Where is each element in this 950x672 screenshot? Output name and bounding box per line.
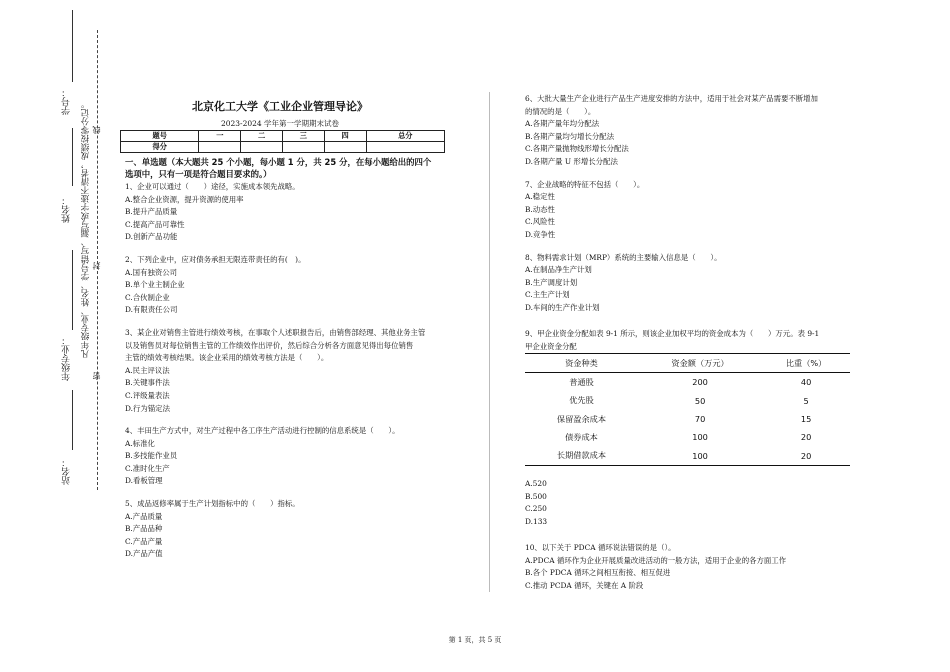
question-9-options (525, 478, 547, 528)
capital-table-row (525, 410, 850, 428)
question-stem: 主管的绩效考核结果。该企业采用的绩效考核方法是（ ）。 (125, 353, 329, 363)
class-label: 年级专业： (62, 336, 72, 381)
answer-option[interactable]: D.车间的生产作业计划 (525, 302, 600, 312)
capital-table-body (525, 373, 850, 465)
question-6 (525, 93, 818, 169)
question-stem: 5、成品返修率属于生产计划指标中的（ ）指标。 (125, 499, 300, 509)
binding-dashed-line (97, 30, 98, 490)
exam-title: 北京化工大学《工业企业管理导论》 (192, 100, 368, 113)
capital-table-cell: 债券成本 (565, 431, 598, 442)
answer-option[interactable]: A.在制品净生产计划 (525, 265, 592, 275)
question-stem: 1、企业可以通过（ ）途径，实施成本领先战略。 (125, 182, 300, 191)
question-stem: 10、以下关于 PDCA 循环说法错误的是（）。 (525, 543, 676, 552)
answer-option[interactable]: C.250 (525, 504, 547, 514)
capital-table-row (525, 428, 850, 446)
capital-table-cell: 普通股 (569, 376, 594, 387)
question-10 (525, 542, 786, 592)
exam-site-label: 站名： (62, 458, 72, 485)
answer-option[interactable]: D.创新产品功能 (125, 232, 178, 242)
answer-option[interactable]: C.风险性 (525, 217, 555, 227)
capital-table-cell: 20 (800, 450, 812, 461)
score-cell: 一 (199, 131, 241, 142)
name-label: 姓名： (62, 196, 72, 223)
answer-option[interactable]: B.500 (525, 491, 547, 501)
question-3 (125, 327, 425, 415)
exam-subtitle: 2023-2024 学年第一学期期末试卷 (220, 119, 340, 128)
question-stem: 3、某企业对销售主管进行绩效考核，在事取个人述职报告后，由销售部经理、其他业务主管 (125, 327, 426, 337)
capital-table-cell: 长期借款成本 (556, 450, 607, 461)
question-stem: 的情况的是（ ）。 (525, 106, 596, 116)
answer-option[interactable]: B.提升产品质量 (125, 207, 178, 217)
capital-table-cell: 优先股 (569, 395, 594, 406)
answer-option[interactable]: B.关键事件法 (125, 378, 170, 388)
answer-option[interactable]: A.标准化 (125, 438, 155, 448)
answer-option[interactable]: D.产品产值 (125, 549, 163, 559)
question-8 (525, 252, 818, 315)
capital-table-cell: 15 (800, 414, 812, 425)
question-stem: 7、企业战略的特征不包括（ ）。 (525, 179, 645, 189)
answer-option[interactable]: A.民主评议法 (125, 365, 170, 375)
score-blank[interactable] (324, 142, 366, 153)
question-stem: 2、下列企业中，应对债务承担无限连带责任的有( )。 (125, 254, 306, 264)
question-stem: 以及销售员对每位销售主管的工作绩效作出评价，然后综合分析各方面意见得出每位销售 (125, 340, 414, 350)
answer-option[interactable]: C.主生产计划 (525, 290, 570, 300)
capital-table-header-cell: 资金额（万元） (638, 354, 762, 373)
question-5 (125, 498, 425, 561)
capital-table-cell: 20 (800, 432, 812, 443)
question-stem: 9、甲企业资金分配如表 9-1 所示，则该企业加权平均的资金成本为（ ）万元。表 9-1 (525, 329, 820, 338)
answer-option[interactable]: B.动态性 (525, 204, 555, 214)
score-table-header-row (121, 131, 445, 142)
score-cell: 二 (241, 131, 283, 142)
question-9 (525, 328, 819, 353)
exam-site-line (72, 390, 73, 450)
page-footer: 第 1 页，共 5 页 (448, 636, 502, 644)
question-1 (125, 181, 425, 244)
score-blank[interactable] (241, 142, 283, 153)
left-question-column (125, 181, 425, 561)
score-blank[interactable] (366, 142, 444, 153)
capital-table-row (525, 392, 850, 410)
score-cell: 总分 (366, 131, 444, 142)
score-table (120, 130, 445, 153)
answer-option[interactable]: C.准时化生产 (125, 463, 170, 473)
answer-option[interactable]: C.推动 PCDA 循环，关键在 A 阶段 (525, 580, 644, 590)
question-4 (125, 425, 425, 488)
answer-option[interactable]: A.稳定性 (525, 192, 555, 202)
section-heading-line: 选项中，只有一项是符合题目要求的。） (125, 169, 272, 179)
answer-option[interactable]: C.产品产量 (125, 536, 163, 546)
answer-option[interactable]: B.各期产量均匀增长分配法 (525, 131, 615, 141)
answer-option[interactable]: A.520 (525, 479, 547, 488)
answer-option[interactable]: A.国有独资公司 (125, 267, 178, 277)
answer-option[interactable]: B.各个 PDCA 循环之间相互衔接、相互促进 (525, 568, 671, 578)
answer-option[interactable]: A.PDCA 循环作为企业开展质量改进活动的一般方法，适用于企业的各方面工作 (525, 555, 787, 565)
question-stem: 8、物料需求计划（MRP）系统的主要输入信息是（ ）。 (525, 252, 722, 262)
capital-table-cell: 200 (692, 377, 708, 388)
capital-table-header (525, 354, 850, 373)
capital-table-cell: 50 (694, 395, 706, 406)
answer-option[interactable]: D.行为锚定法 (125, 403, 170, 413)
capital-table-cell: 5 (803, 395, 809, 406)
capital-table-header-cell: 资金种类 (525, 354, 638, 373)
answer-option[interactable]: A.产品质量 (125, 511, 163, 521)
answer-option[interactable]: B.产品品种 (125, 524, 163, 534)
answer-option[interactable]: C.各期产量抛物线形增长分配法 (525, 144, 629, 154)
answer-option[interactable]: D.各期产量 U 形增长分配法 (525, 156, 618, 166)
capital-table-cell: 100 (692, 450, 708, 461)
student-id-line (72, 10, 73, 82)
score-blank[interactable] (282, 142, 324, 153)
score-blank[interactable] (199, 142, 241, 153)
capital-table-header-cell: 比重（%） (762, 354, 850, 373)
column-divider (489, 92, 490, 592)
capital-table-cell: 保留盈余成本 (556, 413, 607, 424)
binding-notice: 凡年级专业、姓名、学号错写、漏写或字迹不清者，成绩按零分记。 (81, 100, 91, 358)
question-2 (125, 254, 425, 317)
answer-option[interactable]: D.133 (525, 516, 548, 526)
capital-table-row (525, 446, 850, 465)
section-heading (125, 156, 431, 180)
class-line (72, 250, 73, 330)
score-cell: 题号 (121, 131, 199, 142)
capital-table (525, 353, 850, 466)
question-stem: 甲企业资金分配 (525, 341, 577, 351)
seal-feng: 封 (92, 262, 101, 270)
score-row-label: 得分 (121, 142, 199, 153)
answer-option[interactable]: D.有限责任公司 (125, 305, 178, 315)
answer-option[interactable]: A.各期产量年均分配法 (525, 119, 600, 129)
answer-option[interactable]: B.单个业主制企业 (125, 280, 185, 290)
capital-table-cell: 100 (692, 432, 708, 443)
answer-option[interactable]: C.评级量表法 (125, 390, 170, 400)
score-table-score-row (121, 142, 445, 153)
score-cell: 三 (282, 131, 324, 142)
question-7 (525, 179, 818, 242)
answer-option[interactable]: A.整合企业资源，提升资源的使用率 (125, 194, 244, 204)
seal-mi: 密 (92, 372, 101, 380)
question-stem: 4、丰田生产方式中，对生产过程中各工序生产活动进行控制的信息系统是（ ）。 (125, 426, 400, 436)
student-id-label: 学号： (62, 88, 72, 115)
right-question-column (525, 93, 818, 315)
score-cell: 四 (324, 131, 366, 142)
answer-option[interactable]: D.竞争性 (525, 229, 556, 239)
answer-option[interactable]: B.多技能作业员 (125, 451, 178, 461)
question-stem: 6、大批大量生产企业进行产品生产进度安排的方法中，适用于社会对某产品需要不断增加 (525, 94, 818, 103)
seal-xian: 线 (92, 126, 101, 134)
name-line (72, 128, 73, 186)
capital-table-cell: 70 (694, 414, 706, 425)
section-heading-line: 一、单选题（本大题共 25 个小题，每小题 1 分，共 25 分，在每小题给出的四个 (125, 157, 432, 167)
answer-option[interactable]: C.提高产品可靠性 (125, 219, 185, 229)
capital-table-row (525, 373, 850, 392)
answer-option[interactable]: D.看板管理 (125, 476, 163, 486)
capital-table-cell: 40 (800, 377, 812, 388)
answer-option[interactable]: B.生产调度计划 (525, 277, 578, 287)
answer-option[interactable]: C.合伙制企业 (125, 292, 170, 302)
